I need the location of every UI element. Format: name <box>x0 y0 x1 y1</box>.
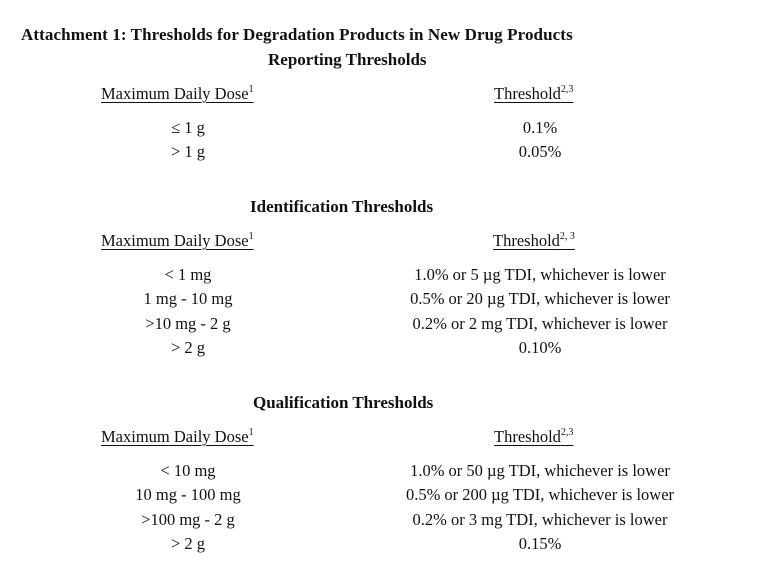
threshold-cell: 1.0% or 5 µg TDI, whichever is lower <box>414 265 666 284</box>
dose-cell: >10 mg - 2 g <box>145 314 231 333</box>
threshold-cell: 0.5% or 20 µg TDI, whichever is lower <box>410 289 670 308</box>
document-title: Attachment 1: Thresholds for Degradation Products in New Drug Products <box>21 25 573 44</box>
threshold-cell: 0.2% or 3 mg TDI, whichever is lower <box>412 510 668 529</box>
dose-cell: > 2 g <box>170 534 206 553</box>
dose-cell: < 10 mg <box>160 461 216 480</box>
threshold-cell: 0.5% or 200 µg TDI, whichever is lower <box>405 485 675 504</box>
threshold-column-header: Threshold$^{2,3}$ <box>494 84 574 103</box>
dose-cell: > 1 g <box>170 142 206 161</box>
threshold-cell: 0.10% <box>518 338 562 357</box>
threshold-cell: 0.2% or 2 mg TDI, whichever is lower <box>412 314 668 333</box>
threshold-column-header: Threshold$^{2, 3}$ <box>493 231 575 250</box>
section-heading: Reporting Thresholds <box>268 50 427 69</box>
dose-column-header: Maximum Daily Dose$^1$ <box>101 84 254 103</box>
dose-cell: < 1 mg <box>164 265 212 284</box>
threshold-cell: 0.15% <box>518 534 562 553</box>
threshold-column-header: Threshold$^{2,3}$ <box>494 427 574 446</box>
threshold-cell: 0.05% <box>518 142 562 161</box>
dose-cell: 10 mg - 100 mg <box>135 485 241 504</box>
section-heading: Identification Thresholds <box>250 197 434 216</box>
dose-column-header: Maximum Daily Dose$^1$ <box>101 427 254 446</box>
dose-column-header: Maximum Daily Dose$^1$ <box>101 231 254 250</box>
dose-cell: >100 mg - 2 g <box>141 510 235 529</box>
dose-cell: 1 mg - 10 mg <box>143 289 233 308</box>
dose-cell: > 2 g <box>170 338 206 357</box>
dose-cell: ≤ 1 g <box>171 118 205 137</box>
threshold-cell: 0.1% <box>522 118 558 137</box>
threshold-cell: 1.0% or 50 µg TDI, whichever is lower <box>410 461 670 480</box>
section-heading: Qualification Thresholds <box>253 393 434 412</box>
